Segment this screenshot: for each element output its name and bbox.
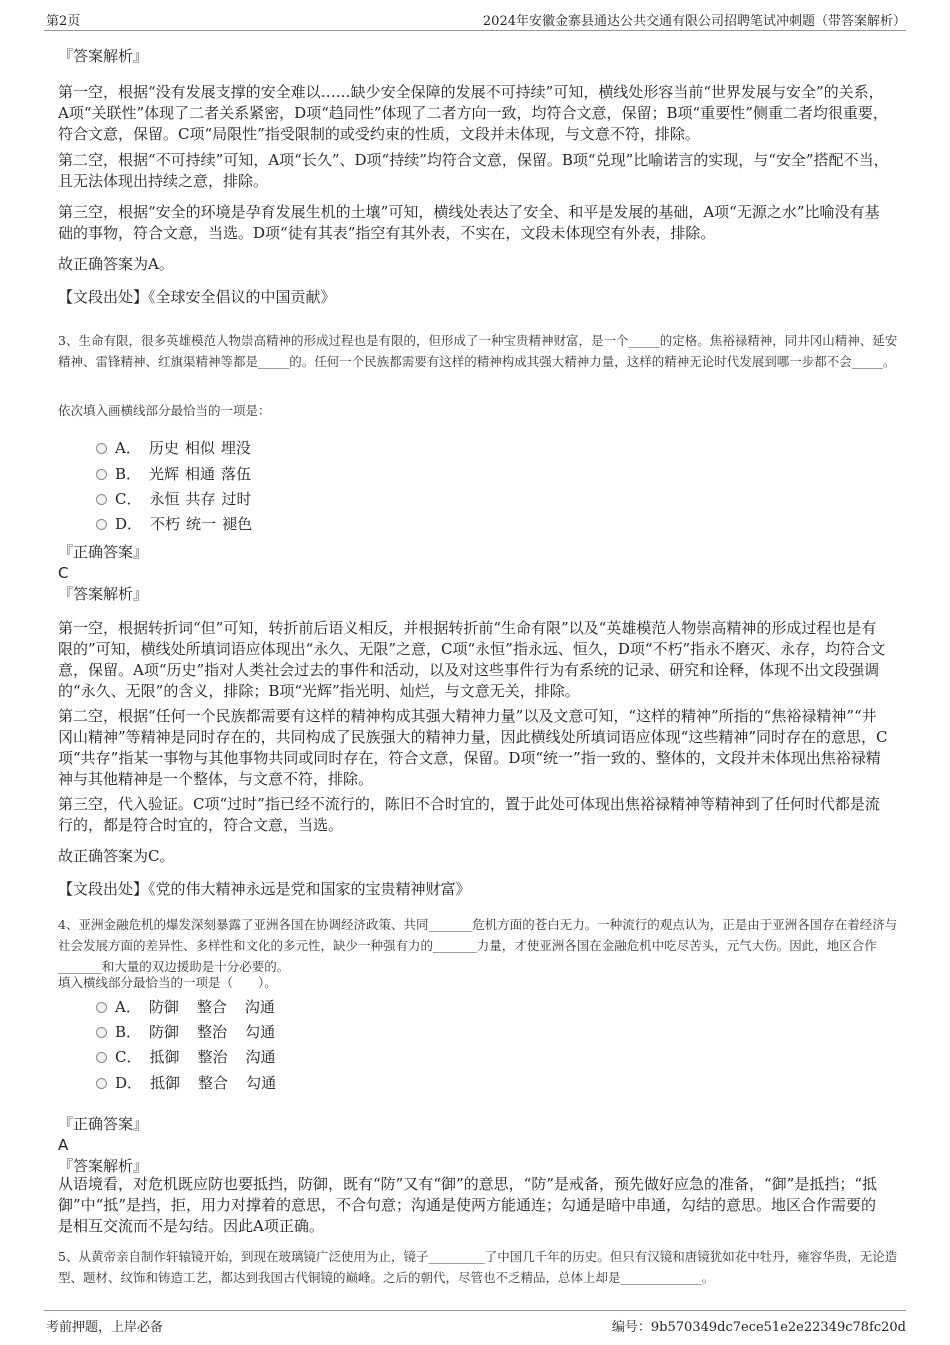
footer-slogan: 考前押题，上岸必备 bbox=[46, 1320, 164, 1335]
option-b[interactable]: B． 光辉 相通 落伍 bbox=[96, 464, 257, 485]
radio-icon[interactable] bbox=[96, 494, 107, 505]
option-b[interactable]: B． 防御 整治 勾通 bbox=[96, 1022, 293, 1043]
option-d[interactable]: D． 抵御 整合 勾通 bbox=[96, 1073, 294, 1094]
question-text: 5、从黄帝亲自制作轩辕镜开始，到现在玻璃镜广泛使用为止，镜子_________了中国几千年的历史。但只有汉镜和唐镜犹如花中牡丹，雍容华贵，无论造型、题材、纹饰和铸造工艺，都达到我国古代铜镜的巅峰。之后的朝代，尽管也不乏精品，总体上却是_____________。 bbox=[58, 1249, 898, 1285]
page-header bbox=[44, 8, 906, 31]
analysis-paragraph: 第二空，根据“不可持续”可知，A项“长久”、D项“持续”均符合文意，保留。B项“兑现”比喻诺言的实现，与“安全”搭配不当，且无法体现出持续之意，排除。 bbox=[58, 151, 889, 190]
option-a[interactable]: A． 历史 相似 埋没 bbox=[96, 438, 257, 459]
analysis-label: 『答案解析』 bbox=[58, 47, 149, 65]
source-citation: 【文段出处】《全球安全倡议的中国贡献》 bbox=[58, 288, 336, 306]
document-id: 编号：9b570349dc7ece51e2e22349c78fc20d bbox=[611, 1320, 906, 1335]
radio-icon[interactable] bbox=[96, 1052, 107, 1063]
radio-icon[interactable] bbox=[96, 1078, 107, 1089]
question-text: 4、亚洲金融危机的爆发深刻暴露了亚洲各国在协调经济政策、共同_______危机方面的苍白无力。一种流行的观点认为，正是由于亚洲各国存在着经济与社会发展方面的差异性、多样性和文化的多元性，缺少一种强有力的_______力量，才使亚洲各国在金融危机中吃尽苦头，元气大伤。因此，地区合作_______和大量的双边援助是十分必要的。 bbox=[58, 917, 898, 974]
analysis-paragraph: 第一空，根据“没有发展支撑的安全难以……缺少安全保障的发展不可持续”可知，横线处形容当前“世界发展与安全”的关系，A项“关联性”体现了二者关系紧密，D项“趋同性”体现了二者方向一致，均符合文意，保留；B项“重要性”侧重二者均很重要，符合文意，保留。C项“局限性”指受限制的或受约束的性质，文段并未体现，与文意不符，排除。 bbox=[58, 83, 888, 143]
answer-label: 『正确答案』 bbox=[58, 1115, 149, 1133]
radio-icon[interactable] bbox=[96, 1002, 107, 1013]
question-prompt: 填入横线部分最恰当的一项是（ ）。 bbox=[58, 975, 277, 990]
correct-answer: C bbox=[58, 564, 69, 582]
page-number: 第2页 bbox=[46, 14, 81, 29]
answer-label: 『正确答案』 bbox=[58, 543, 149, 561]
question-prompt: 依次填入画横线部分最恰当的一项是： bbox=[58, 403, 271, 418]
document-title: 2024年安徽金寨县通达公共交通有限公司招聘笔试冲刺题（带答案解析） bbox=[482, 14, 906, 29]
source-citation: 【文段出处】《党的伟大精神永远是党和国家的宝贵精神财富》 bbox=[58, 880, 471, 898]
radio-icon[interactable] bbox=[96, 469, 107, 480]
analysis-paragraph: 第一空，根据转折词“但”可知，转折前后语义相反，并根据转折前“生命有限”以及“英雄模范人物崇高精神的形成过程也是有限的”可知，横线处所填词语应体现出“永久、无限”之意，C项“永恒”指永远、恒久，D项“不朽”指永不磨灭、永存，均符合文意，保留。A项“历史”指对人类社会过去的事件和活动，以及对这些事件行为有系统的记录、研究和诠释，体现不出文段强调的“永久、无限”的含义，排除；B项“光辉”指光明、灿烂，与文意无关，排除。 bbox=[58, 619, 886, 700]
correct-answer: A bbox=[58, 1136, 69, 1154]
analysis-label: 『答案解析』 bbox=[58, 585, 149, 603]
analysis-paragraph: 第二空，根据“任何一个民族都需要有这样的精神构成其强大精神力量”以及文意可知，“这样的精神”所指的“焦裕禄精神”“井冈山精神”等精神是同时存在的，共同构成了民族强大的精神力量，因此横线处所填词语应体现“这些精神”同时存在的意思，C项“共存”指某一事物与其他事物共同或同时存在，符合文意，保留。D项“统一”指一致的、整体的，文段并未体现出焦裕禄精神与其他精神是一个整体，与文意不符，排除。 bbox=[58, 707, 888, 788]
option-c[interactable]: C． 永恒 共存 过时 bbox=[96, 489, 258, 510]
option-a[interactable]: A． 防御 整合 沟通 bbox=[96, 997, 293, 1018]
analysis-paragraph: 从语境看，对危机既应防也要抵挡，防御，既有“防”又有“御”的意思，“防”是戒备，预先做好应急的准备，“御”是抵挡；“抵御”中“抵”是挡，拒，用力对撑着的意思，不合句意；沟通是使两方能通连；勾通是暗中串通，勾结的意思。地区合作需要的是相互交流而不是勾结。因此A项正确。 bbox=[58, 1175, 878, 1235]
radio-icon[interactable] bbox=[96, 519, 107, 530]
option-d[interactable]: D． 不朽 统一 褪色 bbox=[96, 514, 258, 535]
question-text: 3、生命有限，很多英雄模范人物崇高精神的形成过程也是有限的，但形成了一种宝贵精神财富，是一个_____的定格。焦裕禄精神，同井冈山精神、延安精神、雷锋精神、红旗渠精神等都是_____的。任何一个民族都需要有这样的精神构成其强大精神力量，这样的精神无论时代发展到哪一步都不会_____。 bbox=[58, 333, 898, 369]
analysis-paragraph: 第三空，代入验证。C项“过时”指已经不流行的，陈旧不合时宜的，置于此处可体现出焦裕禄精神等精神到了任何时代都是流行的，都是符合时宜的，符合文意，当选。 bbox=[58, 795, 880, 834]
page-footer bbox=[44, 1310, 906, 1335]
analysis-paragraph: 第三空，根据“安全的环境是孕育发展生机的土壤”可知，横线处表达了安全、和平是发展的基础，A项“无源之水”比喻没有基础的事物，符合文意，当选。D项“徒有其表”指空有其外表，不实在，文段未体现空有外表，排除。 bbox=[58, 203, 880, 242]
analysis-label: 『答案解析』 bbox=[58, 1157, 149, 1175]
conclusion: 故正确答案为A。 bbox=[58, 255, 174, 273]
radio-icon[interactable] bbox=[96, 1027, 107, 1038]
option-c[interactable]: C． 抵御 整治 沟通 bbox=[96, 1047, 294, 1068]
conclusion: 故正确答案为C。 bbox=[58, 847, 175, 865]
radio-icon[interactable] bbox=[96, 443, 107, 454]
